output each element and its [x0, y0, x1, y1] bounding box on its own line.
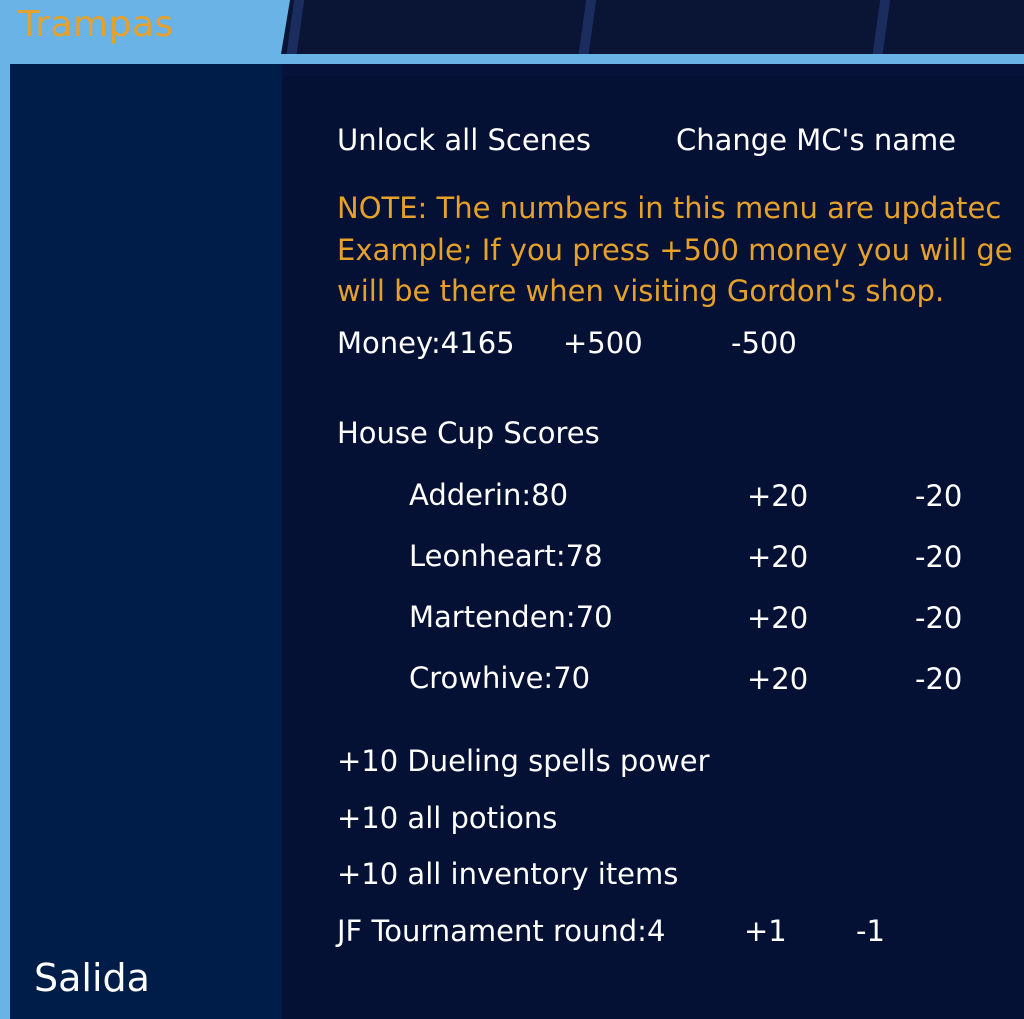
- martenden-plus-button[interactable]: +20: [747, 601, 809, 635]
- note-line: NOTE: The numbers in this menu are updatec: [337, 191, 1002, 225]
- leonheart-plus-button[interactable]: +20: [747, 540, 809, 574]
- note-line: will be there when visiting Gordon's shop.: [337, 274, 945, 308]
- cheats-panel: [282, 64, 1024, 1019]
- dueling-boost-button[interactable]: +10 Dueling spells power: [337, 744, 710, 778]
- sidebar: [10, 64, 282, 1019]
- note-line: Example; If you press +500 money you will ge: [337, 233, 1013, 267]
- unlock-scenes-button[interactable]: Unlock all Scenes: [337, 123, 591, 157]
- house-score-leonheart: Leonheart:78: [409, 539, 603, 573]
- inventory-boost-button[interactable]: +10 all inventory items: [337, 857, 679, 891]
- tournament-plus-button[interactable]: +1: [744, 914, 787, 948]
- frame-left-bar: [0, 54, 10, 1019]
- screen-title: Trampas: [18, 4, 174, 45]
- money-minus-button[interactable]: -500: [731, 326, 797, 360]
- tournament-round-value: JF Tournament round:4: [337, 914, 666, 948]
- house-score-adderin: Adderin:80: [409, 478, 569, 512]
- crowhive-minus-button[interactable]: -20: [915, 662, 963, 696]
- martenden-minus-button[interactable]: -20: [915, 601, 963, 635]
- crowhive-plus-button[interactable]: +20: [747, 662, 809, 696]
- leonheart-minus-button[interactable]: -20: [915, 540, 963, 574]
- decor-stripe: [576, 0, 597, 54]
- potions-boost-button[interactable]: +10 all potions: [337, 801, 558, 835]
- house-score-crowhive: Crowhive:70: [409, 661, 591, 695]
- change-name-button[interactable]: Change MC's name: [676, 123, 957, 157]
- exit-button[interactable]: Salida: [34, 956, 150, 1000]
- adderin-plus-button[interactable]: +20: [747, 479, 809, 513]
- house-cup-heading: House Cup Scores: [337, 416, 600, 450]
- adderin-minus-button[interactable]: -20: [915, 479, 963, 513]
- frame-top-bar: [0, 54, 1024, 64]
- house-score-martenden: Martenden:70: [409, 600, 613, 634]
- tournament-minus-button[interactable]: -1: [856, 914, 885, 948]
- cheats-panel-inner: [282, 76, 1024, 1019]
- decor-stripe: [870, 0, 891, 54]
- money-plus-button[interactable]: +500: [563, 326, 643, 360]
- money-value: Money:4165: [337, 326, 515, 360]
